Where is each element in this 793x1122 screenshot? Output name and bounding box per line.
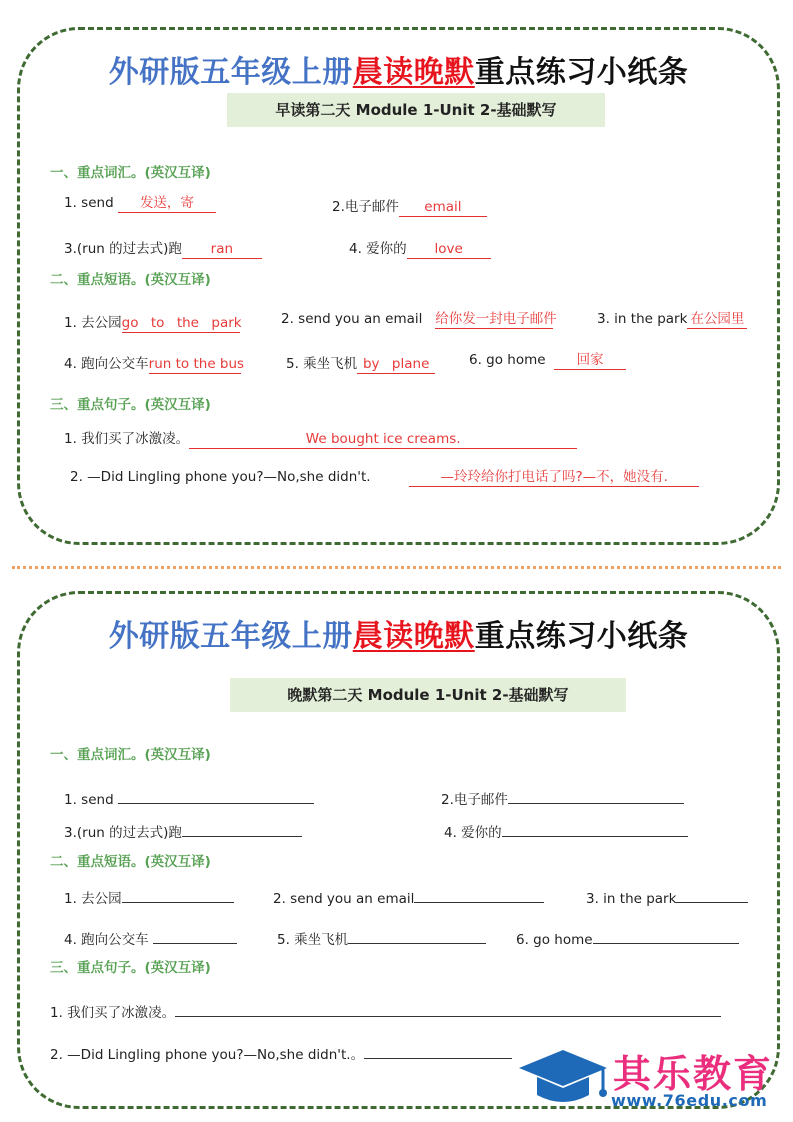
answer-blank[interactable] <box>676 885 748 903</box>
item-prompt: 6. go home <box>469 352 546 368</box>
item-prompt: 2. —Did Lingling phone you?—No,she didn't.。 <box>50 1047 365 1063</box>
phrase-item <box>64 885 234 907</box>
phrase-item <box>286 352 435 374</box>
phrases-heading: 二、重点短语。(英汉互译) <box>50 272 211 288</box>
phrase-item <box>64 352 245 374</box>
item-prompt: 1. 去公园 <box>64 315 122 331</box>
vocab-heading: 一、重点词汇。(英汉互译) <box>50 165 211 181</box>
answer-blank: email <box>399 199 487 217</box>
answer-blank[interactable] <box>122 885 234 903</box>
answer-blank: go to the park <box>121 315 242 331</box>
item-prompt: 4. 爱你的 <box>349 241 407 257</box>
item-prompt: 5. 乘坐飞机 <box>286 356 358 372</box>
item-prompt: 1. 去公园 <box>64 891 122 907</box>
answer-blank: love <box>407 241 491 259</box>
item-prompt: 3.(run 的过去式)跑 <box>64 825 182 841</box>
morning-card <box>17 27 780 545</box>
item-prompt: 2.电子邮件 <box>441 792 508 808</box>
answer-blank: ran <box>182 241 262 259</box>
answer-blank[interactable] <box>502 819 688 837</box>
phrase-item <box>281 311 557 329</box>
answer-blank[interactable] <box>348 926 486 944</box>
answer-blank: by plane <box>357 356 435 374</box>
answer-blank[interactable] <box>414 885 544 903</box>
answer-blank: 给你发一封电子邮件 <box>435 311 557 327</box>
vocab-heading: 一、重点词汇。(英汉互译) <box>50 747 211 763</box>
title-part-1: 外研版五年级上册 <box>108 55 353 90</box>
session-banner: 晚默第二天 Module 1-Unit 2-基础默写 <box>230 678 626 712</box>
card-title <box>20 47 777 91</box>
answer-blank[interactable] <box>153 926 237 944</box>
brand-url: www.76edu.com <box>611 1091 768 1110</box>
item-prompt: 4. 跑向公交车 <box>64 932 149 948</box>
vocab-item <box>64 195 216 213</box>
item-prompt: 3. in the park <box>586 891 677 907</box>
answer-blank: 在公园里 <box>687 311 747 329</box>
vocab-item <box>64 237 262 259</box>
sentence-item <box>50 999 721 1021</box>
phrase-item <box>597 311 747 329</box>
item-prompt: 1. send <box>64 195 114 211</box>
phrase-item <box>64 311 240 333</box>
item-prompt: 4. 跑向公交车 <box>64 356 149 372</box>
phrases-heading: 二、重点短语。(英汉互译) <box>50 854 211 870</box>
phrase-item <box>469 352 626 370</box>
item-prompt: 4. 爱你的 <box>444 825 502 841</box>
answer-blank: —玲玲给你打电话了吗?—不，她没有. <box>409 469 699 487</box>
vocab-item <box>64 786 314 808</box>
phrase-item <box>64 926 237 948</box>
item-prompt: 2. send you an email <box>273 891 415 907</box>
phrase-item <box>516 926 739 948</box>
answer-blank[interactable] <box>182 819 302 837</box>
phrase-item <box>586 885 748 907</box>
item-prompt: 1. send <box>64 792 114 808</box>
item-prompt: 1. 我们买了冰激凌。 <box>50 1005 176 1021</box>
phrase-item <box>277 926 486 948</box>
title-part-2: 晨读晚默 <box>352 619 475 654</box>
answer-blank: run to the bus <box>148 356 245 372</box>
session-banner: 早读第二天 Module 1-Unit 2-基础默写 <box>227 93 605 127</box>
vocab-item <box>441 786 684 808</box>
vocab-item <box>332 195 487 217</box>
answer-blank: 回家 <box>554 352 626 370</box>
vocab-item <box>349 237 491 259</box>
item-prompt: 6. go home <box>516 932 593 948</box>
graduation-cap-icon <box>515 1047 611 1109</box>
phrase-item <box>273 885 544 907</box>
item-prompt: 3.(run 的过去式)跑 <box>64 241 182 257</box>
brand-logo <box>515 1043 787 1113</box>
answer-blank[interactable] <box>508 786 684 804</box>
sentences-heading: 三、重点句子。(英汉互译) <box>50 960 211 976</box>
item-prompt: 2.电子邮件 <box>332 199 399 215</box>
item-prompt: 5. 乘坐飞机 <box>277 932 349 948</box>
title-part-3: 重点练习小纸条 <box>474 619 689 654</box>
vocab-item <box>64 819 302 841</box>
item-prompt: 2. send you an email <box>281 311 423 327</box>
card-title <box>20 611 777 655</box>
answer-blank: 发送，寄 <box>118 195 216 213</box>
item-prompt: 2. —Did Lingling phone you?—No,she didn't. <box>70 469 371 485</box>
item-prompt: 3. in the park <box>597 311 688 327</box>
title-part-1: 外研版五年级上册 <box>108 619 353 654</box>
title-part-2: 晨读晚默 <box>352 55 475 90</box>
sentence-item <box>70 469 699 487</box>
answer-blank[interactable] <box>364 1041 512 1059</box>
answer-blank[interactable] <box>593 926 739 944</box>
answer-blank[interactable] <box>118 786 314 804</box>
sentence-item <box>64 427 577 449</box>
sentence-item <box>50 1041 512 1063</box>
evening-card <box>17 591 780 1109</box>
title-part-3: 重点练习小纸条 <box>474 55 689 90</box>
item-prompt: 1. 我们买了冰激凌。 <box>64 431 190 447</box>
cut-line <box>12 566 781 569</box>
brand-name: 其乐教育 <box>613 1052 774 1096</box>
vocab-item <box>444 819 688 841</box>
answer-blank: We bought ice creams. <box>189 431 577 449</box>
sentences-heading: 三、重点句子。(英汉互译) <box>50 397 211 413</box>
answer-blank[interactable] <box>175 999 721 1017</box>
